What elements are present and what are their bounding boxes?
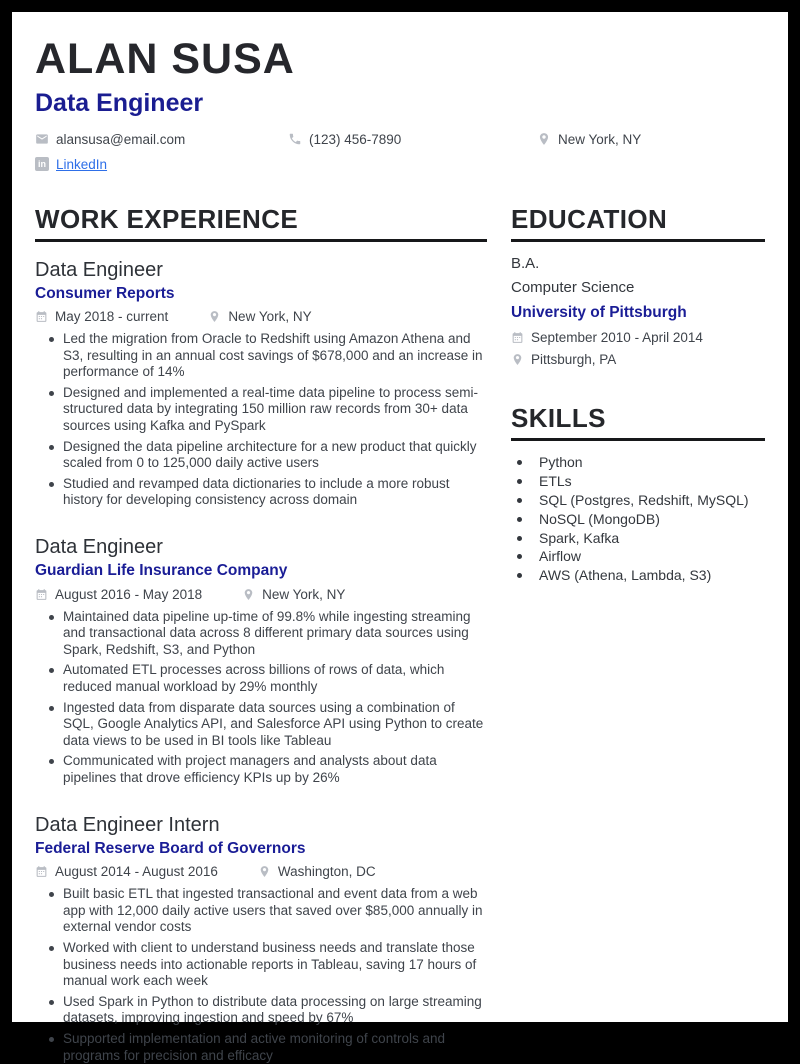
contact-info — [35, 132, 765, 172]
resume-page — [12, 12, 788, 1022]
job-location: New York, NY — [242, 587, 345, 602]
job-bullets — [35, 886, 487, 1064]
education-heading: EDUCATION — [511, 206, 765, 242]
job-dates: August 2016 - May 2018 — [35, 587, 202, 602]
job-meta — [35, 309, 487, 324]
job-bullet: Designed and implemented a real-time data pipeline to process semi-structured data by integrating 150 million raw records from 30+ data sources using Kafka and PySpark — [35, 385, 487, 435]
job-bullet: Used Spark in Python to distribute data processing on large streaming datasets, improving ingestion and speed by 67% — [35, 994, 487, 1027]
job-meta — [35, 864, 487, 879]
job-bullet: Designed the data pipeline architecture for a new product that quickly scaled from 0 to 125,000 daily active users — [35, 439, 487, 472]
job-title: Data Engineer Intern — [35, 813, 487, 837]
calendar-icon — [511, 331, 524, 344]
linkedin-icon: in — [35, 157, 49, 171]
job-bullet: Built basic ETL that ingested transactional and event data from a web app with 12,000 daily active users that saved over $85,000 annually in external vendor costs — [35, 886, 487, 936]
contact-phone — [288, 132, 537, 147]
contact-email-text: alansusa@email.com — [56, 132, 185, 147]
candidate-title: Data Engineer — [35, 90, 765, 118]
location-pin-icon — [258, 865, 271, 878]
contact-phone-text: (123) 456-7890 — [309, 132, 401, 147]
resume-sidebar — [511, 206, 765, 1064]
resume-header — [35, 38, 765, 172]
skill-item: AWS (Athena, Lambda, S3) — [511, 566, 765, 585]
job-dates: August 2014 - August 2016 — [35, 864, 218, 879]
education-dates: September 2010 - April 2014 — [511, 330, 765, 345]
job-bullet: Supported implementation and active monitoring of controls and programs for precision and efficacy — [35, 1031, 487, 1064]
calendar-icon — [35, 310, 48, 323]
education-degree: B.A. — [511, 254, 765, 275]
skills-heading: SKILLS — [511, 405, 765, 441]
job-bullet: Ingested data from disparate data sources using a combination of SQL, Google Analytics API, and Salesforce API using Python to create data views to be used in BI tools like Tableau — [35, 700, 487, 750]
company-name: Guardian Life Insurance Company — [35, 562, 487, 581]
skills-list — [511, 453, 765, 585]
location-pin-icon — [208, 310, 221, 323]
job-entry — [35, 258, 487, 510]
job-bullet: Communicated with project managers and analysts about data pipelines that drove efficiency KPIs up by 26% — [35, 753, 487, 786]
resume-columns — [35, 206, 765, 1064]
job-bullets — [35, 331, 487, 509]
job-bullet: Automated ETL processes across billions of rows of data, which reduced manual workload by 29% monthly — [35, 662, 487, 695]
linkedin-link[interactable]: LinkedIn — [56, 157, 107, 172]
job-bullet: Led the migration from Oracle to Redshift using Amazon Athena and S3, resulting in an annual cost savings of $678,000 and an increase in performance of 14% — [35, 331, 487, 381]
job-location: Washington, DC — [258, 864, 376, 879]
skill-item: NoSQL (MongoDB) — [511, 510, 765, 529]
job-meta — [35, 587, 487, 602]
job-bullet: Maintained data pipeline up-time of 99.8% while ingesting streaming and transactional data across 8 different primary data sources using Spark, Redshift, S3, and Python — [35, 609, 487, 659]
education-location: Pittsburgh, PA — [511, 352, 765, 367]
education-field: Computer Science — [511, 278, 765, 299]
skill-item: Airflow — [511, 547, 765, 566]
location-pin-icon — [242, 588, 255, 601]
job-dates: May 2018 - current — [35, 309, 168, 324]
location-pin-icon — [511, 353, 524, 366]
contact-email — [35, 132, 288, 147]
job-entry — [35, 535, 487, 787]
job-location: New York, NY — [208, 309, 311, 324]
skill-item: ETLs — [511, 472, 765, 491]
work-experience-heading: WORK EXPERIENCE — [35, 206, 487, 242]
education-school: University of Pittsburgh — [511, 303, 765, 323]
contact-location — [537, 132, 765, 147]
job-entry — [35, 813, 487, 1064]
skill-item: Python — [511, 453, 765, 472]
education-section — [511, 206, 765, 368]
work-experience-section — [35, 206, 487, 1064]
candidate-name: ALAN SUSA — [35, 38, 765, 81]
job-bullet: Worked with client to understand business needs and translate those business needs into actionable reports in Tableau, saving 17 hours of manual work each week — [35, 940, 487, 990]
company-name: Federal Reserve Board of Governors — [35, 840, 487, 859]
skills-section — [511, 405, 765, 585]
calendar-icon — [35, 865, 48, 878]
education-meta — [511, 330, 765, 367]
skill-item: Spark, Kafka — [511, 529, 765, 548]
calendar-icon — [35, 588, 48, 601]
phone-icon — [288, 132, 302, 146]
job-title: Data Engineer — [35, 535, 487, 559]
contact-location-text: New York, NY — [558, 132, 641, 147]
job-bullets — [35, 609, 487, 787]
job-bullet: Studied and revamped data dictionaries to include a more robust history for developing consistency across domain — [35, 476, 487, 509]
contact-linkedin — [35, 157, 288, 172]
location-pin-icon — [537, 132, 551, 146]
email-icon — [35, 132, 49, 146]
company-name: Consumer Reports — [35, 285, 487, 304]
skill-item: SQL (Postgres, Redshift, MySQL) — [511, 491, 765, 510]
job-title: Data Engineer — [35, 258, 487, 282]
